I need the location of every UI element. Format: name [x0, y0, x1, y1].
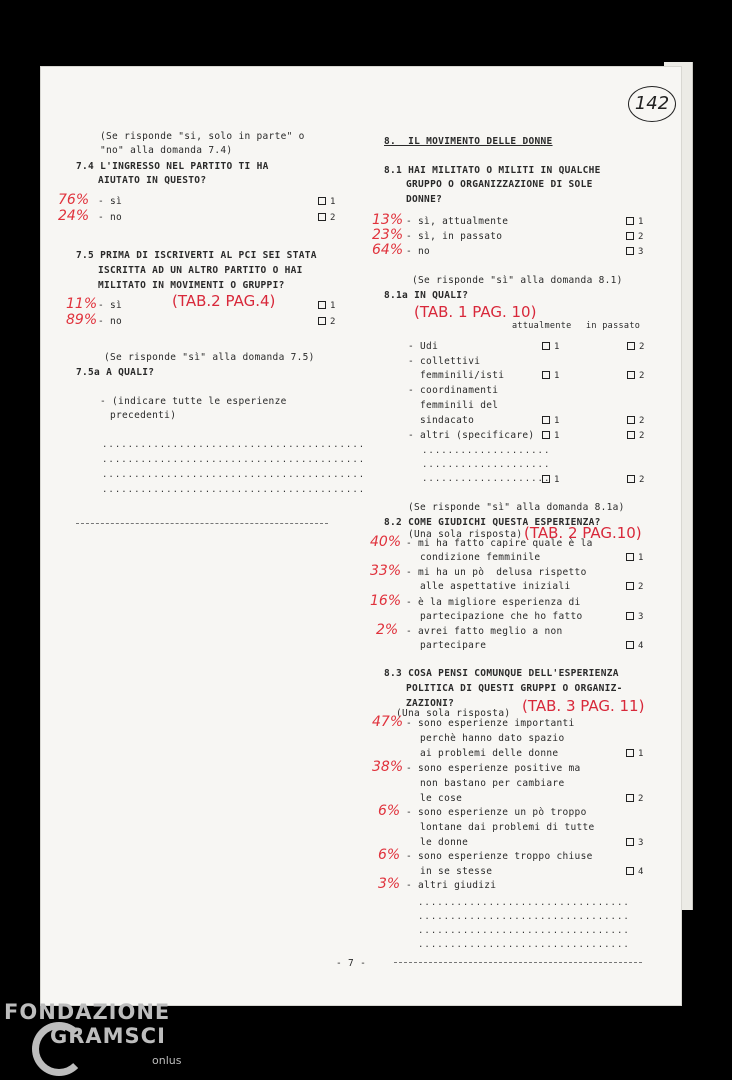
- option-label: lontane dai problemi di tutte: [420, 822, 595, 833]
- checkbox-code: 2: [330, 213, 336, 223]
- option-label: partecipare: [420, 640, 487, 651]
- checkbox-code: 1: [330, 197, 336, 207]
- checkbox-box[interactable]: [626, 217, 634, 225]
- currently-checkbox[interactable]: [542, 430, 559, 442]
- handwritten-percentage: 89%: [66, 312, 98, 328]
- option-label: - mi ha un pò delusa rispetto: [406, 567, 587, 578]
- handwritten-percentage: 13%: [372, 212, 404, 228]
- intro-7-4-line: (Se risponde "si, solo in parte" o: [100, 131, 305, 142]
- checkbox-box[interactable]: [626, 247, 634, 255]
- option-label: - no: [98, 212, 123, 223]
- option-checkbox[interactable]: [626, 837, 643, 849]
- option-label: - sì, attualmente: [406, 216, 509, 227]
- handwritten-percentage: 47%: [372, 714, 404, 730]
- intro-7-5a: (Se risponde "sì" alla domanda 7.5): [104, 352, 315, 363]
- question-8-1-line: GRUPPO O ORGANIZZAZIONE DI SOLE: [406, 179, 593, 190]
- question-8-2: 8.2 COME GIUDICHI QUESTA ESPERIENZA?: [384, 517, 601, 528]
- logo-line3: onlus: [152, 1054, 182, 1067]
- checkbox-box[interactable]: [626, 232, 634, 240]
- option-label: - no: [98, 316, 123, 327]
- question-8-3-line: POLITICA DI QUESTI GRUPPI O ORGANIZ-: [406, 683, 623, 694]
- handwritten-percentage: 6%: [378, 847, 401, 863]
- fondazione-gramsci-logo: [4, 1000, 194, 1080]
- handwritten-percentage: 16%: [370, 593, 402, 609]
- checkbox-code: 2: [638, 582, 644, 592]
- checkbox-code: 1: [330, 301, 336, 311]
- column-header-past: in passato: [586, 321, 641, 331]
- question-8-1a: 8.1a IN QUALI?: [384, 290, 469, 301]
- answer-dotted-line: .........................................: [102, 455, 366, 465]
- checkbox-box[interactable]: [542, 431, 550, 439]
- checkbox-code: 3: [638, 247, 644, 257]
- row-label: femminili del: [420, 400, 499, 411]
- past-checkbox[interactable]: [627, 370, 644, 382]
- option-label: - no: [406, 246, 431, 257]
- option-checkbox[interactable]: [626, 231, 643, 243]
- currently-checkbox[interactable]: [542, 415, 559, 427]
- handwritten-table-reference: (TAB. 1 PAG. 10): [414, 303, 537, 321]
- checkbox-box[interactable]: [627, 416, 635, 424]
- checkbox-box[interactable]: [626, 794, 634, 802]
- footer-rule: [394, 962, 642, 963]
- document-page: [40, 66, 682, 1006]
- currently-checkbox[interactable]: [542, 341, 559, 353]
- checkbox-box[interactable]: [318, 301, 326, 309]
- checkbox-code: 2: [639, 371, 645, 381]
- section-end-rule: [76, 523, 328, 524]
- option-label: non bastano per cambiare: [420, 778, 565, 789]
- checkbox-code: 2: [638, 794, 644, 804]
- answer-dotted-line: .................................: [418, 898, 630, 908]
- option-label: ai problemi delle donne: [420, 748, 559, 759]
- question-8-3-line: 8.3 COSA PENSI COMUNQUE DELL'ESPERIENZA: [384, 668, 619, 679]
- option-label: le cose: [420, 793, 463, 804]
- section-title: 8. IL MOVIMENTO DELLE DONNE: [384, 136, 553, 147]
- row-label: - altri (specificare): [408, 430, 535, 441]
- handwritten-percentage: 3%: [378, 876, 401, 892]
- checkbox-code: 2: [639, 416, 645, 426]
- answer-dotted-line: ....................: [422, 474, 551, 484]
- option-checkbox[interactable]: [626, 748, 643, 760]
- logo-line1: FONDAZIONE: [4, 1000, 171, 1024]
- question-7-4-line: 7.4 L'INGRESSO NEL PARTITO TI HA: [76, 161, 269, 172]
- checkbox-code: 3: [638, 612, 644, 622]
- option-label: - sono esperienze positive ma: [406, 763, 581, 774]
- option-checkbox[interactable]: [626, 866, 643, 878]
- checkbox-box[interactable]: [318, 197, 326, 205]
- answer-dotted-line: .................................: [418, 926, 630, 936]
- checkbox-box[interactable]: [626, 582, 634, 590]
- option-label: condizione femminile: [420, 552, 541, 563]
- checkbox-box[interactable]: [626, 612, 634, 620]
- handwritten-table-reference: (TAB.2 PAG.4): [172, 292, 276, 310]
- checkbox-code: 1: [638, 553, 644, 563]
- answer-dotted-line: .........................................: [102, 470, 366, 480]
- row-label: femminili/isti: [420, 370, 505, 381]
- handwritten-table-reference: (TAB. 2 PAG.10): [524, 524, 642, 542]
- answer-dotted-line: ....................: [422, 460, 551, 470]
- option-checkbox[interactable]: [318, 212, 335, 224]
- handwritten-percentage: 40%: [370, 534, 402, 550]
- handwritten-percentage: 23%: [372, 227, 404, 243]
- option-label: - sono esperienze un pò troppo: [406, 807, 587, 818]
- handwritten-percentage: 38%: [372, 759, 404, 775]
- option-checkbox[interactable]: [318, 316, 335, 328]
- question-8-1-line: 8.1 HAI MILITATO O MILITI IN QUALCHE: [384, 165, 601, 176]
- intro-8-2: (Se risponde "sì" alla domanda 8.1a): [408, 502, 625, 513]
- checkbox-box[interactable]: [626, 838, 634, 846]
- option-label: alle aspettative iniziali: [420, 581, 571, 592]
- question-8-2-sub: (Una sola risposta): [408, 529, 523, 540]
- option-label: - mi ha fatto capire quale è la: [406, 538, 593, 549]
- option-label: perchè hanno dato spazio: [420, 733, 565, 744]
- row-label: sindacato: [420, 415, 475, 426]
- question-7-5-line: MILITATO IN MOVIMENTI O GRUPPI?: [98, 280, 285, 291]
- checkbox-code: 4: [638, 641, 644, 651]
- option-label: - avrei fatto meglio a non: [406, 626, 563, 637]
- question-7-5-line: ISCRITTA AD UN ALTRO PARTITO O HAI: [98, 265, 303, 276]
- option-checkbox[interactable]: [318, 300, 335, 312]
- checkbox-box[interactable]: [542, 371, 550, 379]
- option-checkbox[interactable]: [626, 246, 643, 258]
- handwritten-percentage: 11%: [66, 296, 98, 312]
- currently-checkbox[interactable]: [542, 370, 559, 382]
- checkbox-code: 1: [554, 371, 560, 381]
- row-label: - coordinamenti: [408, 385, 499, 396]
- past-checkbox[interactable]: [627, 430, 644, 442]
- intro-8-1a: (Se risponde "sì" alla domanda 8.1): [412, 275, 623, 286]
- option-label: in se stesse: [420, 866, 493, 877]
- handwritten-percentage: 76%: [58, 192, 90, 208]
- checkbox-code: 1: [554, 342, 560, 352]
- past-checkbox[interactable]: [627, 341, 644, 353]
- checkbox-box[interactable]: [542, 342, 550, 350]
- checkbox-code: 1: [638, 749, 644, 759]
- question-8-3-line: ZAZIONI?: [406, 698, 455, 709]
- option-label: - sono esperienze troppo chiuse: [406, 851, 593, 862]
- question-7-5-line: 7.5 PRIMA DI ISCRIVERTI AL PCI SEI STATA: [76, 250, 317, 261]
- question-7-5a-sub: precedenti): [110, 410, 177, 421]
- checkbox-box[interactable]: [626, 749, 634, 757]
- answer-dotted-line: ....................: [422, 446, 551, 456]
- checkbox-box[interactable]: [627, 475, 635, 483]
- answer-dotted-line: .................................: [418, 940, 630, 950]
- checkbox-code: 2: [639, 475, 645, 485]
- option-checkbox[interactable]: [318, 196, 335, 208]
- option-checkbox[interactable]: [626, 216, 643, 228]
- question-7-4-line: AIUTATO IN QUESTO?: [98, 175, 207, 186]
- footer-page-number: - 7 -: [336, 958, 367, 969]
- option-label: - altri giudizi: [406, 880, 497, 891]
- checkbox-code: 1: [554, 475, 560, 485]
- checkbox-box[interactable]: [627, 342, 635, 350]
- option-checkbox[interactable]: [626, 611, 643, 623]
- checkbox-box[interactable]: [542, 475, 550, 483]
- checkbox-box[interactable]: [542, 416, 550, 424]
- past-checkbox[interactable]: [627, 415, 644, 427]
- row-label: - collettivi: [408, 356, 481, 367]
- past-checkbox[interactable]: [627, 474, 644, 486]
- option-checkbox[interactable]: [626, 552, 643, 564]
- answer-dotted-line: .................................: [418, 912, 630, 922]
- checkbox-box[interactable]: [627, 371, 635, 379]
- checkbox-box[interactable]: [318, 213, 326, 221]
- handwritten-percentage: 33%: [370, 563, 402, 579]
- question-7-5a: 7.5a A QUALI?: [76, 367, 155, 378]
- checkbox-code: 2: [638, 232, 644, 242]
- row-label: - Udi: [408, 341, 439, 352]
- question-8-1-line: DONNE?: [406, 194, 443, 205]
- answer-dotted-line: .........................................: [102, 485, 366, 495]
- checkbox-code: 2: [330, 317, 336, 327]
- option-label: - sì: [98, 196, 123, 207]
- column-header-currently: attualmente: [512, 321, 572, 331]
- question-8-3-sub: (Una sola risposta): [396, 708, 511, 719]
- checkbox-code: 2: [639, 431, 645, 441]
- checkbox-box[interactable]: [626, 553, 634, 561]
- handwritten-percentage: 2%: [376, 622, 399, 638]
- answer-dotted-line: .........................................: [102, 440, 366, 450]
- option-label: - è la migliore esperienza di: [406, 597, 581, 608]
- handwritten-percentage: 6%: [378, 803, 401, 819]
- option-label: le donne: [420, 837, 469, 848]
- checkbox-code: 2: [639, 342, 645, 352]
- option-checkbox[interactable]: [626, 793, 643, 805]
- handwritten-percentage: 64%: [372, 242, 404, 258]
- checkbox-code: 4: [638, 867, 644, 877]
- handwritten-table-reference: (TAB. 3 PAG. 11): [522, 697, 645, 715]
- option-checkbox[interactable]: [626, 581, 643, 593]
- checkbox-code: 3: [638, 838, 644, 848]
- option-label: - sono esperienze importanti: [406, 718, 575, 729]
- option-label: - sì, in passato: [406, 231, 503, 242]
- option-label: partecipazione che ho fatto: [420, 611, 583, 622]
- checkbox-code: 1: [638, 217, 644, 227]
- checkbox-code: 1: [554, 416, 560, 426]
- checkbox-box[interactable]: [626, 867, 634, 875]
- handwritten-percentage: 24%: [58, 208, 90, 224]
- question-7-5a-sub: - (indicare tutte le esperienze: [100, 396, 287, 407]
- checkbox-box[interactable]: [318, 317, 326, 325]
- option-checkbox[interactable]: [626, 640, 643, 652]
- logo-line2: GRAMSCI: [50, 1024, 166, 1048]
- currently-checkbox[interactable]: [542, 474, 559, 486]
- option-label: - sì: [98, 300, 123, 311]
- checkbox-box[interactable]: [626, 641, 634, 649]
- intro-7-4-line: "no" alla domanda 7.4): [100, 145, 233, 156]
- checkbox-code: 1: [554, 431, 560, 441]
- checkbox-box[interactable]: [627, 431, 635, 439]
- page-number-circle: 142: [628, 86, 676, 122]
